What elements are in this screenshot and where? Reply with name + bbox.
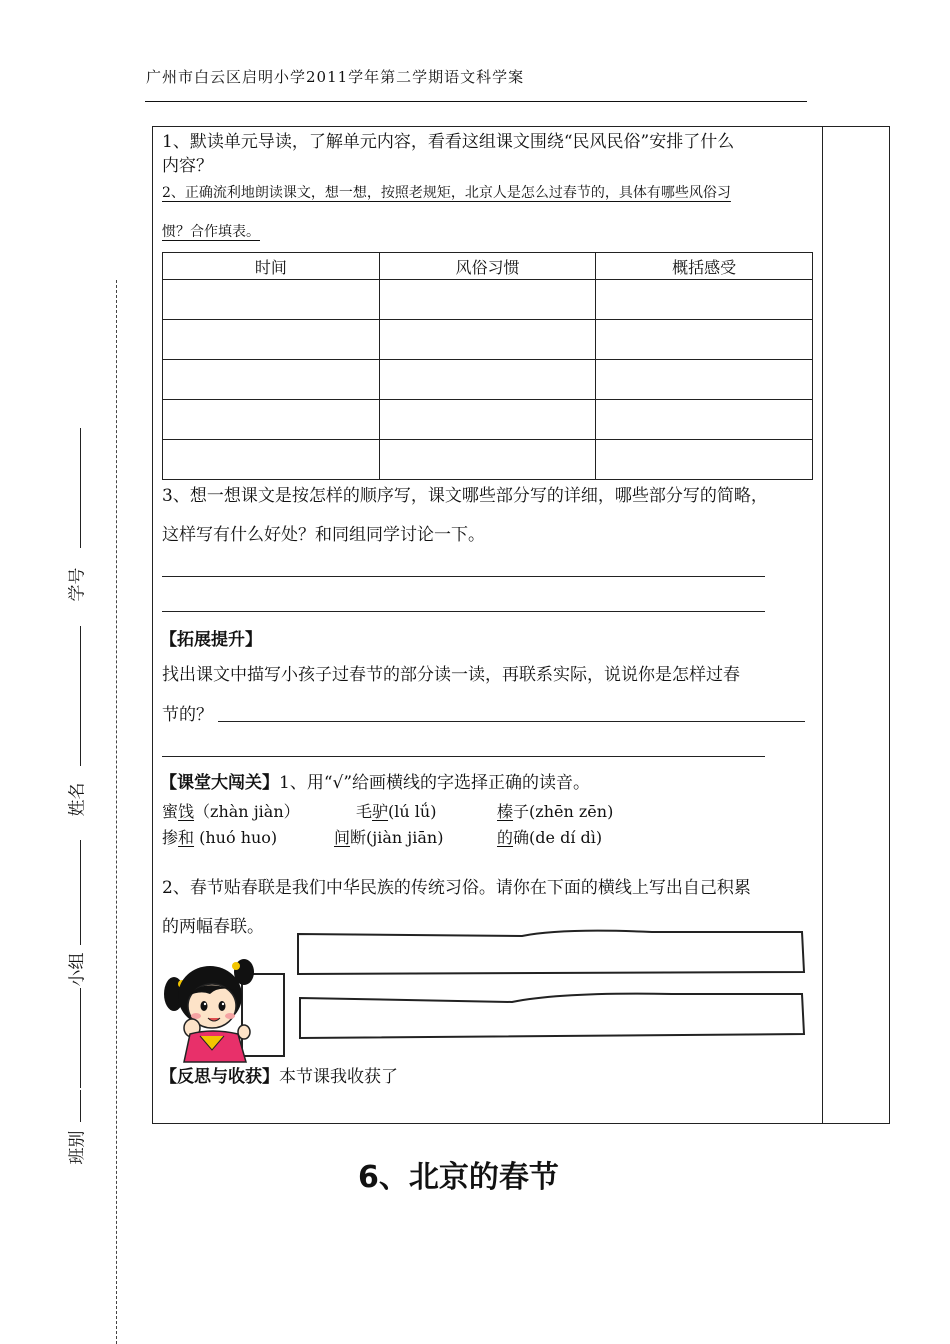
lesson-title: 6、北京的春节 [358,1160,559,1195]
extension-text-continued: 节的？ [162,705,213,725]
table-cell[interactable] [163,440,380,480]
challenge-question-2-continued: 的两幅春联。 [162,917,264,937]
notes-column-divider [822,126,823,1124]
class-label: 班别 [67,1130,88,1165]
pinyin-row-1-word-2 [356,799,436,822]
name-label: 姓名 [67,782,88,817]
table-cell[interactable] [163,400,380,440]
question-1: 1、默读单元导读，了解单元内容，看看这组课文围绕“民风民俗”安排了什么 [162,132,735,152]
header-rule [145,101,807,102]
answer-line[interactable] [162,611,765,612]
reflection-heading: 【反思与收获】 [160,1067,279,1087]
underlined-char: 驴 [372,802,389,821]
table-row [163,400,813,440]
table-cell[interactable] [379,400,596,440]
question-2-continued: 惯？合作填表。 [162,224,260,240]
challenge-question-1: 1、用“√”给画横线的字选择正确的读音。 [279,773,591,793]
challenge-question-2: 2、春节贴春联是我们中华民族的传统习俗。请你在下面的横线上写出自己积累 [162,878,751,898]
underlined-char: 和 [178,828,195,847]
table-row [163,360,813,400]
question-1-continued: 内容？ [162,156,213,176]
table-header-row [163,253,813,280]
answer-line[interactable] [162,576,765,577]
question-3-continued: 这样写有什么好处？和同组同学讨论一下。 [162,525,485,545]
answer-line[interactable] [162,756,765,757]
pinyin-options[interactable]: （zhàn jiàn） [194,802,300,821]
binding-dotted-line [116,280,117,1344]
table-cell[interactable] [163,280,380,320]
underlined-char: 饯 [178,802,195,821]
column-header-customs: 风俗习惯 [379,253,596,280]
column-header-time: 时间 [163,253,380,280]
word-char: 毛 [356,802,373,821]
pinyin-row-2 [162,825,277,848]
couplet-box-2 [300,994,804,1038]
extension-text: 找出课文中描写小孩子过春节的部分读一读，再联系实际，说说你是怎样过春 [162,665,740,685]
girl-holding-sign-illustration [162,950,292,1070]
underlined-char: 榛 [497,802,514,821]
table-cell[interactable] [379,280,596,320]
extension-heading: 【拓展提升】 [160,630,262,650]
page-header: 广州市白云区启明小学2011学年第二学期语文科学案 [146,68,525,86]
underlined-char: 的 [497,828,514,847]
pinyin-row-2-word-3 [497,825,602,848]
table-cell[interactable] [379,360,596,400]
table-cell[interactable] [596,440,813,480]
customs-table [162,252,813,480]
pinyin-options[interactable]: (zhēn zēn) [529,802,614,821]
pinyin-options[interactable]: (de dí dì) [529,828,603,847]
group-line [80,840,81,945]
table-cell[interactable] [163,360,380,400]
table-row [163,280,813,320]
question-2: 2、正确流利地朗读课文，想一想，按照老规矩，北京人是怎么过春节的，具体有哪些风俗习 [162,185,731,201]
table-cell[interactable] [596,360,813,400]
group-line-lower [80,988,81,1088]
challenge-heading: 【课堂大闯关】 [160,773,279,793]
reflection-text: 本节课我收获了 [279,1067,398,1087]
word-char: 断 [350,828,367,847]
table-row [163,320,813,360]
couplet-box-1 [298,931,804,974]
table-cell[interactable] [379,320,596,360]
underlined-char: 间 [334,828,351,847]
pinyin-row-2-word-2 [334,825,443,848]
pinyin-options[interactable]: (huó huo) [194,828,278,847]
pinyin-row-1-word-3 [497,799,613,822]
challenge-question-1-row [160,771,590,795]
name-line [80,626,81,766]
class-line [80,1090,81,1122]
column-header-feeling: 概括感受 [596,253,813,280]
table-cell[interactable] [596,320,813,360]
table-cell[interactable] [379,440,596,480]
reflection-row [160,1065,398,1089]
couplet-boxes [292,926,812,1042]
pinyin-options[interactable]: (lú lǘ) [388,802,437,821]
word-char: 子 [513,802,530,821]
question-3: 3、想一想课文是按怎样的顺序写，课文哪些部分写的详细，哪些部分写的简略， [162,486,768,506]
table-row [163,440,813,480]
pinyin-row-1 [162,799,300,822]
word-char: 确 [513,828,530,847]
word-char: 蜜 [162,802,179,821]
table-cell[interactable] [163,320,380,360]
student-id-line [80,428,81,548]
pinyin-options[interactable]: (jiàn jiān) [366,828,444,847]
table-cell[interactable] [596,280,813,320]
table-cell[interactable] [596,400,813,440]
answer-line[interactable] [218,721,805,722]
group-label: 小组 [67,952,88,987]
word-char: 掺 [162,828,179,847]
student-id-label: 学号 [67,567,88,602]
